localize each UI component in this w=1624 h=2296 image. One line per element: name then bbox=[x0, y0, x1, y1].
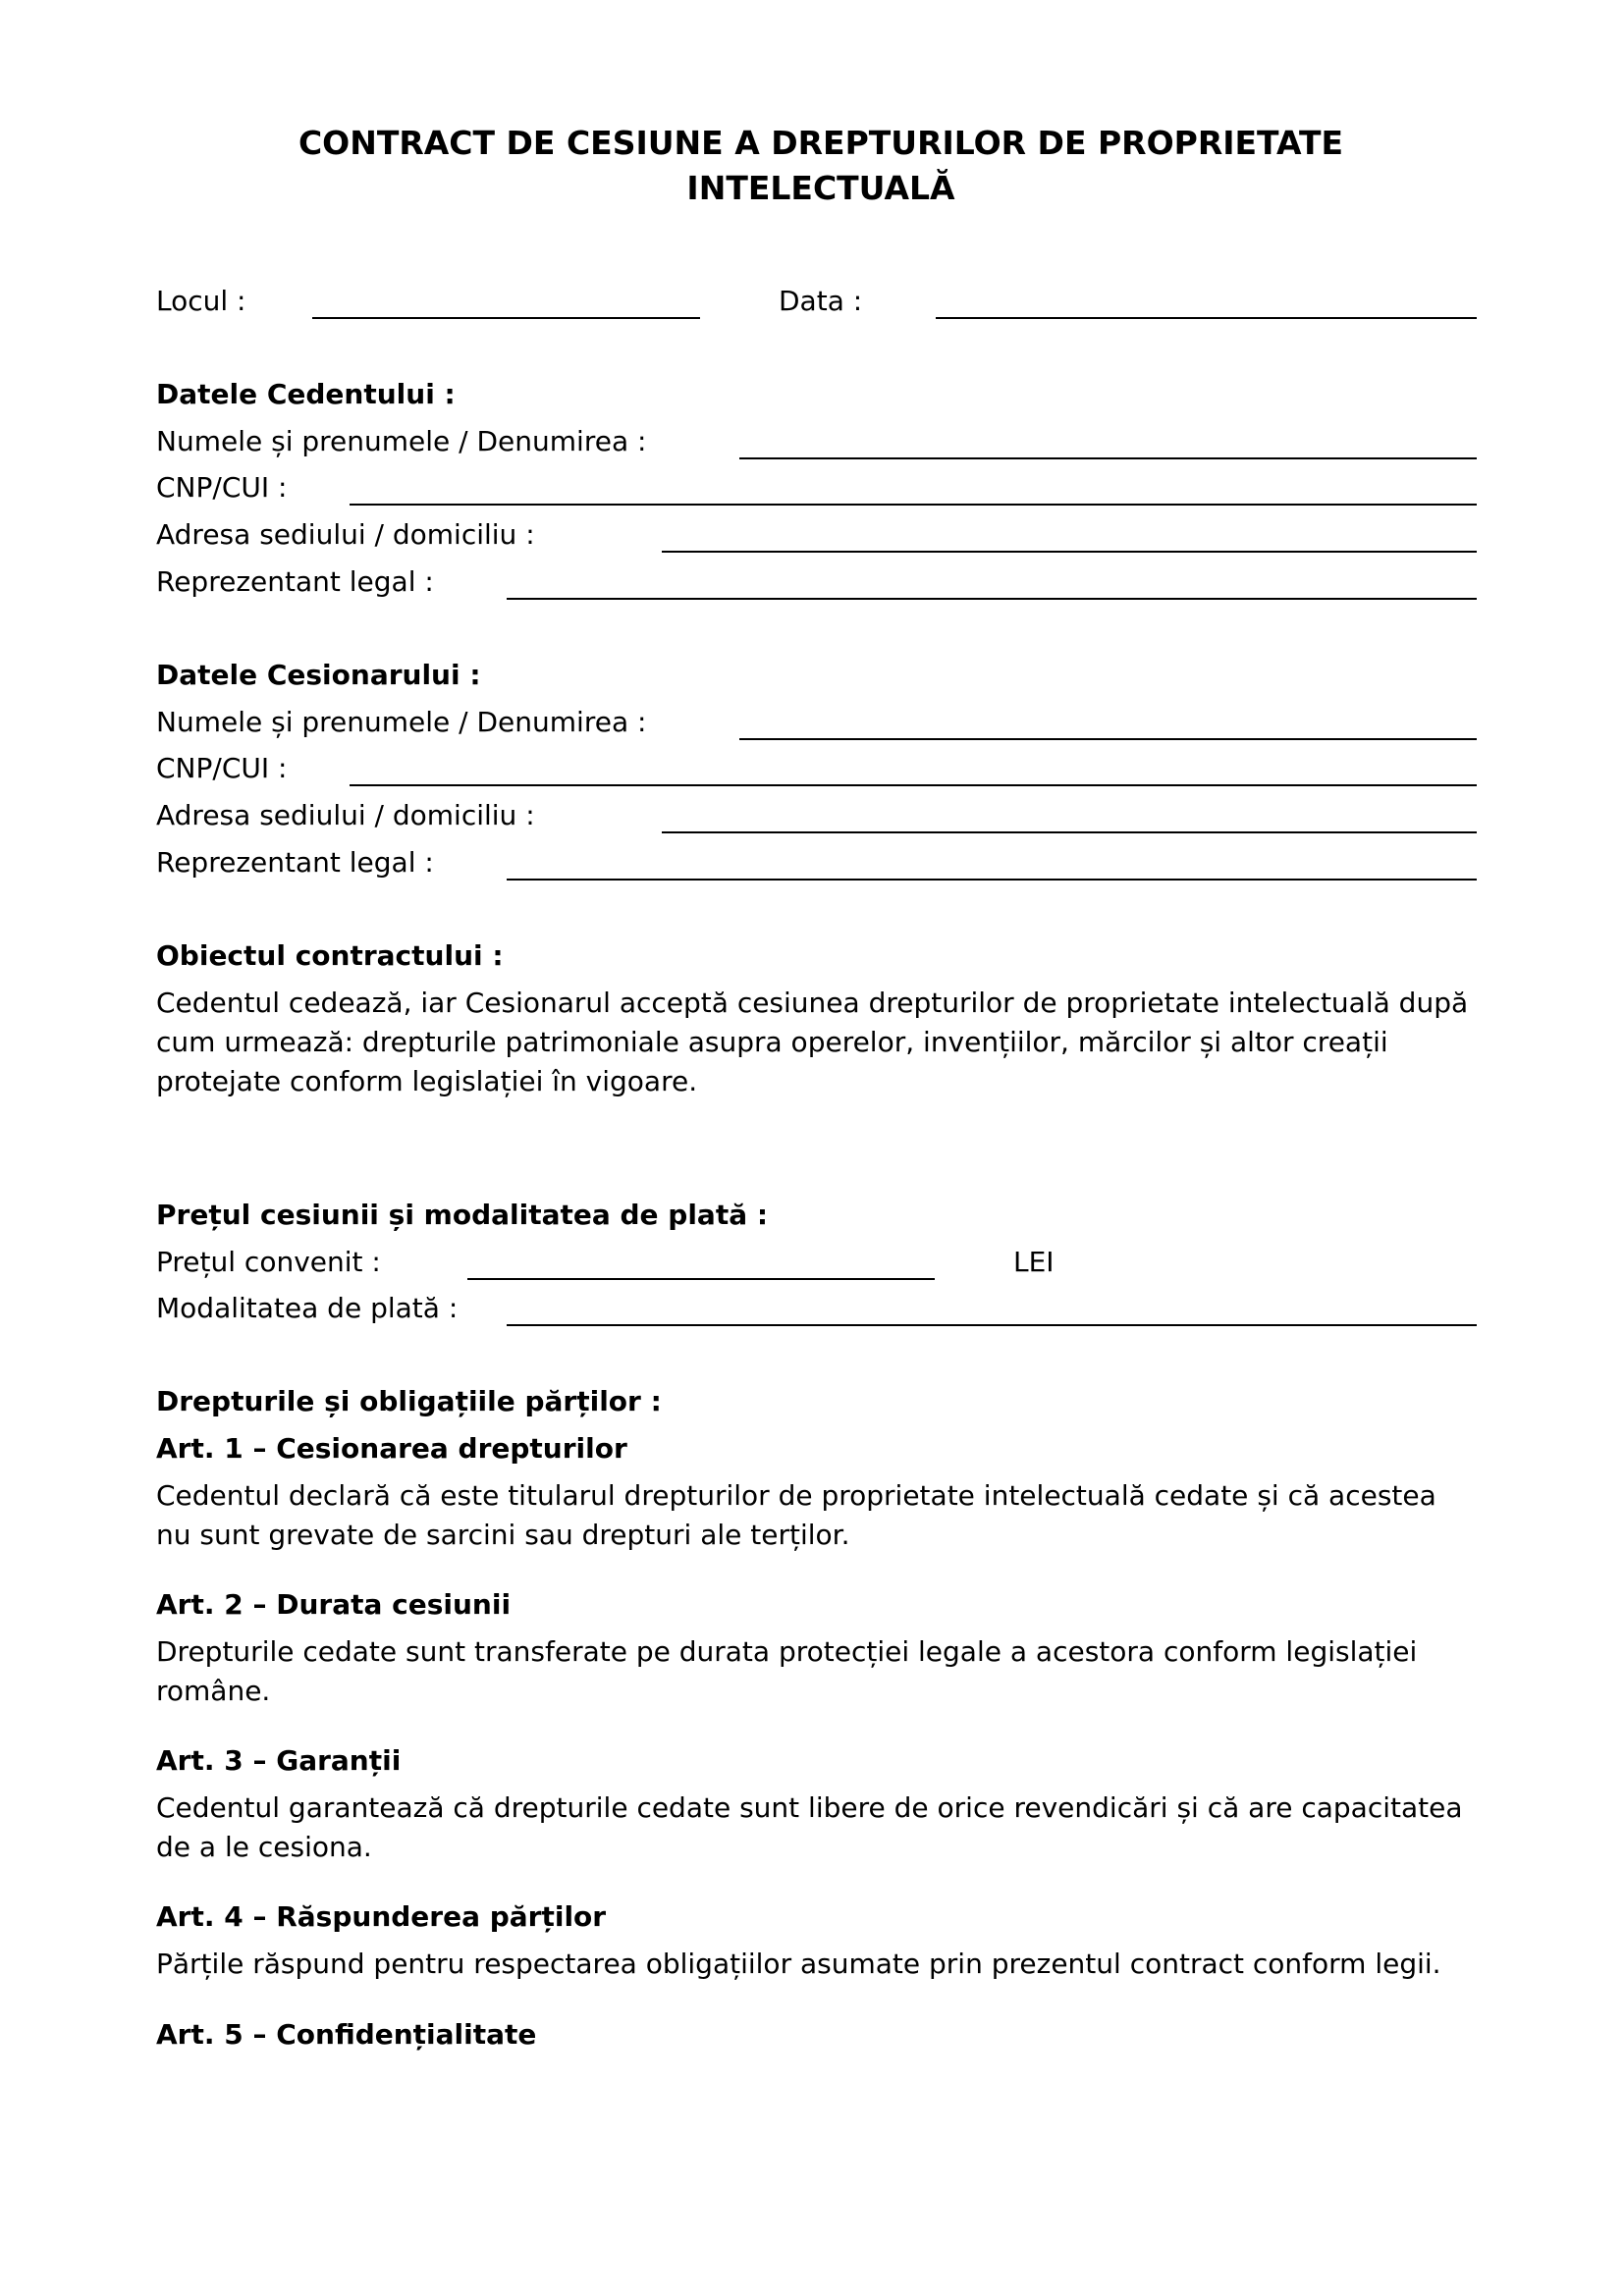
article-4-text: Părțile răspund pentru respectarea obligațiilor asumate prin prezentul contract conform legii. bbox=[156, 1948, 1441, 1980]
data-field[interactable] bbox=[936, 317, 1477, 319]
cesionar-name-field[interactable] bbox=[739, 738, 1477, 740]
object-heading: Obiectul contractului : bbox=[156, 939, 504, 972]
cedent-cnp-field[interactable] bbox=[350, 504, 1477, 506]
cedent-heading: Datele Cedentului : bbox=[156, 378, 456, 410]
locul-field[interactable] bbox=[312, 317, 700, 319]
article-5-title: Art. 5 – Confidențialitate bbox=[156, 2018, 537, 2051]
cesionar-address-label: Adresa sediului / domiciliu : bbox=[156, 799, 535, 831]
currency-label: LEI bbox=[1013, 1246, 1055, 1278]
payment-label: Modalitatea de plată : bbox=[156, 1292, 459, 1324]
article-3-text: Cedentul garantează că drepturile cedate sunt libere de orice revendicări și că are capacitatea de a le cesiona. bbox=[156, 1791, 1463, 1863]
article-1-text: Cedentul declară că este titularul drepturilor de proprietate intelectuală cedate și că acestea nu sunt grevate de sarcini sau drepturi ale terților. bbox=[156, 1479, 1436, 1551]
cesionar-name-label: Numele și prenumele / Denumirea : bbox=[156, 706, 647, 738]
article-2-title: Art. 2 – Durata cesiunii bbox=[156, 1588, 512, 1621]
cesionar-rep-field[interactable] bbox=[507, 879, 1477, 881]
locul-label: Locul : bbox=[156, 285, 246, 317]
article-4-title: Art. 4 – Răspunderea părților bbox=[156, 1900, 607, 1933]
object-text: Cedentul cedează, iar Cesionarul acceptă cesiunea drepturilor de proprietate intelectuală după cum urmează: drepturile patrimoniale asupra operelor, invențiilor, mărcilor și altor creații protejate conform legislației în vigoare. bbox=[156, 987, 1469, 1097]
cedent-cnp-row bbox=[156, 468, 1477, 507]
price-row bbox=[156, 1243, 1477, 1282]
cedent-rep-label: Reprezentant legal : bbox=[156, 565, 434, 598]
payment-field[interactable] bbox=[507, 1324, 1477, 1326]
cesionar-name-row bbox=[156, 703, 1477, 742]
price-field[interactable] bbox=[467, 1278, 935, 1280]
article-1-title: Art. 1 – Cesionarea drepturilor bbox=[156, 1432, 627, 1465]
cesionar-heading: Datele Cesionarului : bbox=[156, 659, 481, 691]
document-title bbox=[157, 121, 1485, 211]
cedent-address-row bbox=[156, 515, 1477, 555]
payment-row bbox=[156, 1289, 1477, 1328]
cesionar-address-field[interactable] bbox=[662, 831, 1477, 833]
cedent-name-row bbox=[156, 422, 1477, 461]
article-3-title: Art. 3 – Garanții bbox=[156, 1744, 402, 1777]
cedent-address-field[interactable] bbox=[662, 551, 1477, 553]
cedent-name-label: Numele și prenumele / Denumirea : bbox=[156, 425, 647, 457]
place-date-row bbox=[156, 282, 1477, 321]
price-heading: Prețul cesiunii și modalitatea de plată : bbox=[156, 1199, 769, 1231]
cesionar-cnp-row bbox=[156, 749, 1477, 788]
cesionar-cnp-label: CNP/CUI : bbox=[156, 752, 288, 784]
price-label: Prețul convenit : bbox=[156, 1246, 381, 1278]
cedent-cnp-label: CNP/CUI : bbox=[156, 471, 288, 504]
cesionar-cnp-field[interactable] bbox=[350, 784, 1477, 786]
rights-heading: Drepturile și obligațiile părților : bbox=[156, 1385, 662, 1417]
cesionar-rep-row bbox=[156, 843, 1477, 882]
cesionar-address-row bbox=[156, 796, 1477, 835]
cedent-name-field[interactable] bbox=[739, 457, 1477, 459]
article-2-text: Drepturile cedate sunt transferate pe durata protecției legale a acestora conform legislației române. bbox=[156, 1635, 1418, 1707]
cedent-address-label: Adresa sediului / domiciliu : bbox=[156, 518, 535, 551]
data-label: Data : bbox=[779, 285, 863, 317]
cedent-rep-field[interactable] bbox=[507, 598, 1477, 600]
cedent-rep-row bbox=[156, 562, 1477, 602]
title-line-1: CONTRACT DE CESIUNE A DREPTURILOR DE PROPRIETATE bbox=[298, 124, 1344, 162]
cesionar-rep-label: Reprezentant legal : bbox=[156, 846, 434, 879]
title-line-2: INTELECTUALĂ bbox=[686, 169, 955, 207]
